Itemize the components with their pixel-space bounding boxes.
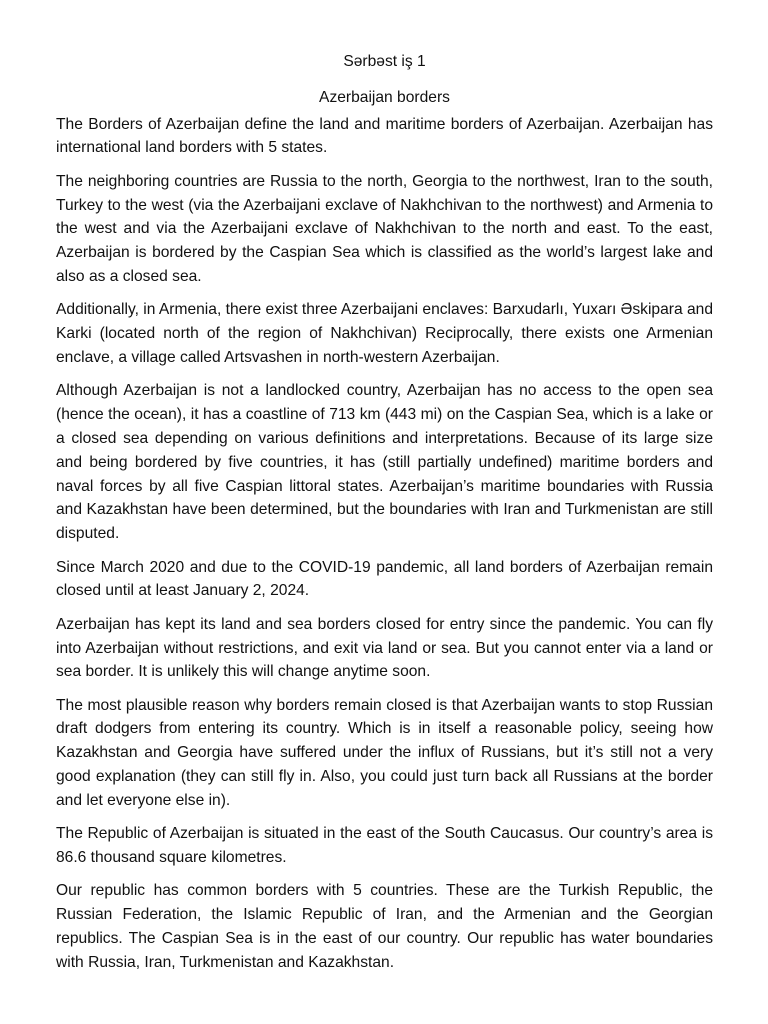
paragraph: Additionally, in Armenia, there exist three Azerbaijani enclaves: Barxudarlı, Yuxarı Əskipara and Karki (located north of the region of Nakhchivan) Reciprocally, there exists one Armenian enclave, a village called Artsvashen in north-western Azerbaijan. (56, 301, 713, 366)
document-page (56, 50, 713, 984)
paragraph: The most plausible reason why borders remain closed is that Azerbaijan wants to stop Russian draft dodgers from entering its country. Which is in itself a reasonable policy, seeing how Kazakhstan and Georgia have suffered under the influx of Russians, but it’s still not a very good explanation (they can still fly in. Also, you could just turn back all Russians at the border and let everyone else in). (56, 696, 713, 809)
document-label: Sərbəst iş 1 (343, 53, 426, 70)
document-title: Azerbaijan borders (319, 88, 450, 106)
paragraph: Since March 2020 and due to the COVID-19 pandemic, all land borders of Azerbaijan remain closed until at least January 2, 2024. (56, 558, 713, 600)
paragraph: The Borders of Azerbaijan define the land and maritime borders of Azerbaijan. Azerbaijan has international land borders with 5 states. (56, 115, 713, 157)
paragraph: The Republic of Azerbaijan is situated in the east of the South Caucasus. Our country’s area is 86.6 thousand square kilometres. (56, 825, 713, 867)
paragraph: Although Azerbaijan is not a landlocked country, Azerbaijan has no access to the open sea (hence the ocean), it has a coastline of 713 km (443 mi) on the Caspian Sea, which is a lake or a closed sea depending on various definitions and interpretations. Because of its large size and being bordered by five countries, it has (still partially undefined) maritime borders and naval forces by all five Caspian littoral states. Azerbaijan’s maritime boundaries with Russia and Kazakhstan have been determined, but the boundaries with Iran and Turkmenistan are still disputed. (56, 382, 713, 543)
paragraph: Our republic has common borders with 5 countries. These are the Turkish Republic, the Russian Federation, the Islamic Republic of Iran, and the Armenian and the Georgian republics. The Caspian Sea is in the east of our country. Our republic has water boundaries with Russia, Iran, Turkmenistan and Kazakhstan. (56, 882, 713, 971)
paragraph: The neighboring countries are Russia to the north, Georgia to the northwest, Iran to the south, Turkey to the west (via the Azerbaijani exclave of Nakhchivan to the northwest) and Armenia to the west and via the Azerbaijani exclave of Nakhchivan to the north and east. To the east, Azerbaijan is bordered by the Caspian Sea which is classified as the world’s largest lake and also as a closed sea. (56, 172, 713, 285)
paragraph: Azerbaijan has kept its land and sea borders closed for entry since the pandemic. You can fly into Azerbaijan without restrictions, and exit via land or sea. But you cannot enter via a land or sea border. It is unlikely this will change anytime soon. (56, 615, 713, 681)
